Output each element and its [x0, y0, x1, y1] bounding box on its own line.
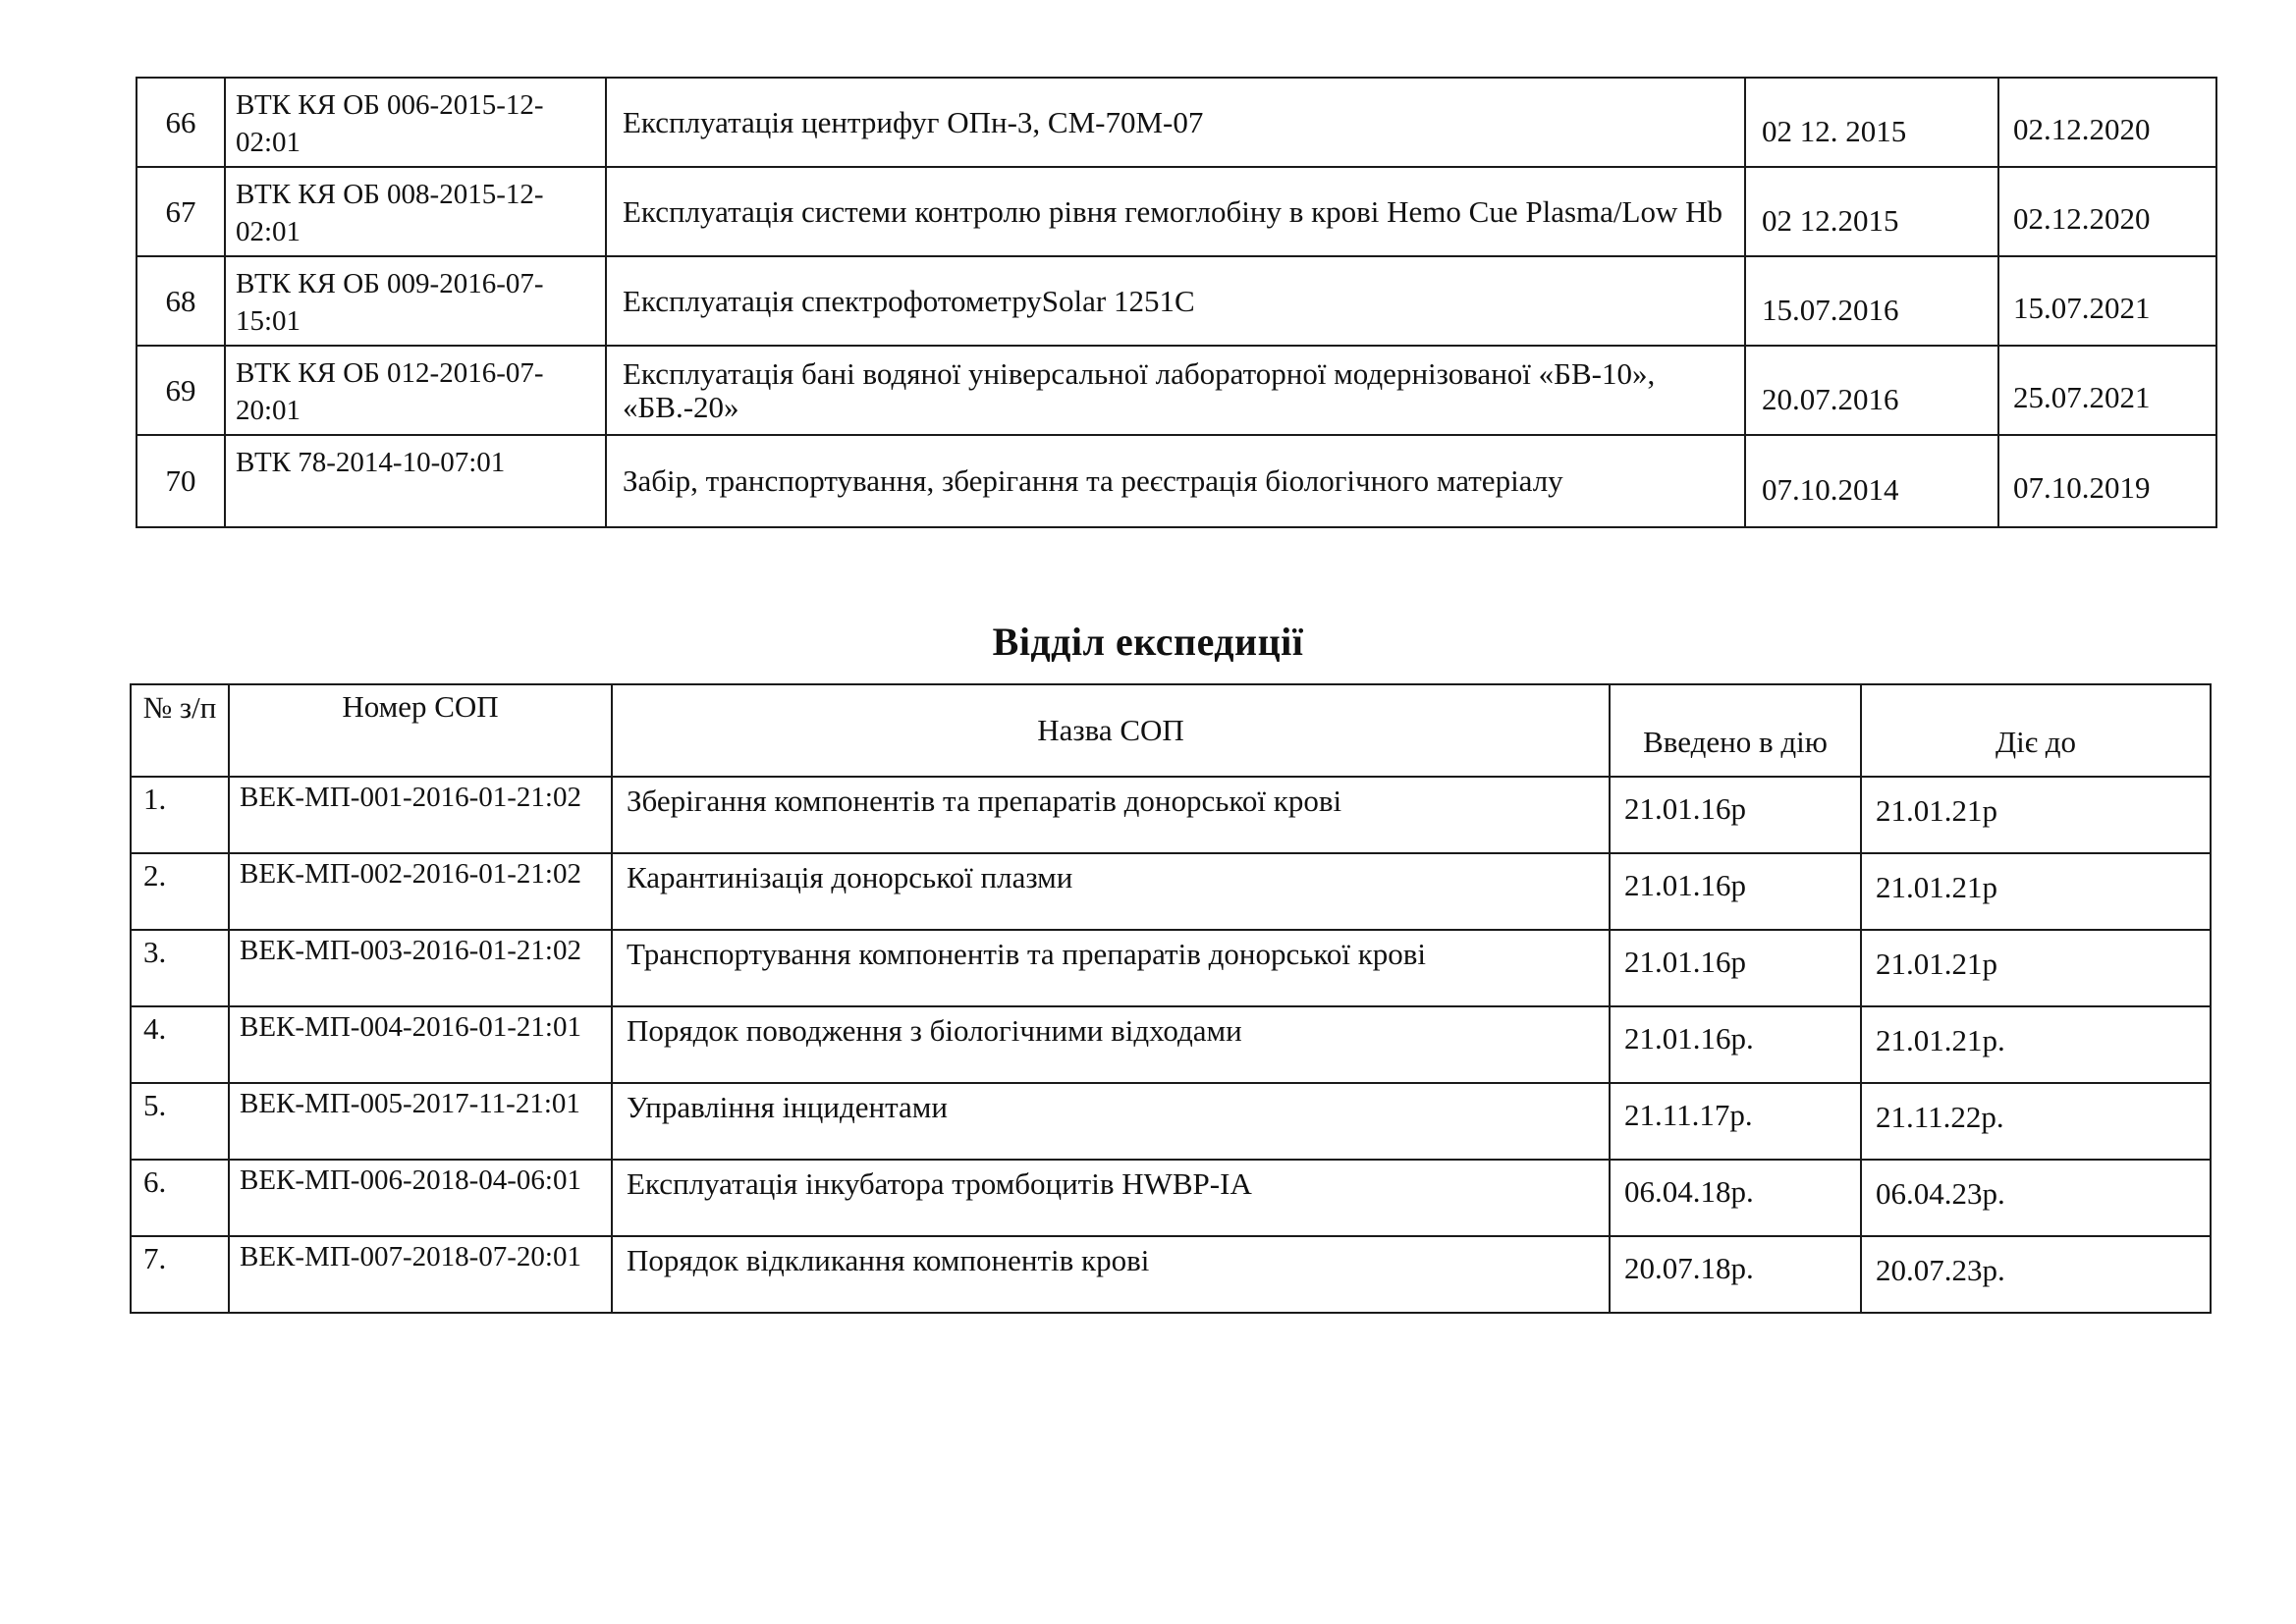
valid-until-date: 06.04.23р.: [1861, 1160, 2211, 1236]
sop-code: ВЕК-МП-002-2016-01-21:02: [229, 853, 612, 930]
table-header-row: [131, 684, 2211, 777]
row-number: 6.: [131, 1160, 229, 1236]
sop-title: Транспортування компонентів та препаратів донорської крові: [612, 930, 1610, 1006]
table-row: [131, 853, 2211, 930]
valid-until-date: 21.01.21р: [1861, 777, 2211, 853]
section-heading: Відділ експедиції: [992, 620, 1304, 664]
sop-code: ВЕК-МП-007-2018-07-20:01: [229, 1236, 612, 1313]
sop-code: ВТК КЯ ОБ 008-2015-12-02:01: [225, 167, 606, 256]
valid-until-date: 20.07.23р.: [1861, 1236, 2211, 1313]
valid-until-date: 21.01.21р: [1861, 930, 2211, 1006]
sop-title: Управління інцидентами: [612, 1083, 1610, 1160]
table-row: [131, 1236, 2211, 1313]
effective-date: 21.01.16р: [1610, 930, 1861, 1006]
sop-title: Карантинізація донорської плазми: [612, 853, 1610, 930]
sop-title: Експлуатація центрифуг ОПн-3, СМ-70М-07: [606, 78, 1745, 167]
sop-title: Порядок відкликання компонентів крові: [612, 1236, 1610, 1313]
valid-until-date: 07.10.2019: [1998, 435, 2216, 527]
row-number: 7.: [131, 1236, 229, 1313]
valid-until-date: 15.07.2021: [1998, 256, 2216, 346]
valid-until-date: 02.12.2020: [1998, 78, 2216, 167]
sop-table-continued: [136, 77, 2217, 528]
effective-date: 02 12. 2015: [1745, 78, 1998, 167]
row-number: 67: [137, 167, 225, 256]
sop-code: ВТК КЯ ОБ 012-2016-07-20:01: [225, 346, 606, 435]
table-row: [137, 167, 2216, 256]
table-row: [137, 435, 2216, 527]
sop-code: ВТК КЯ ОБ 009-2016-07-15:01: [225, 256, 606, 346]
row-number: 69: [137, 346, 225, 435]
row-number: 3.: [131, 930, 229, 1006]
effective-date: 21.01.16р: [1610, 777, 1861, 853]
table-row: [131, 1006, 2211, 1083]
table-row: [131, 1083, 2211, 1160]
sop-title: Зберігання компонентів та препаратів донорської крові: [612, 777, 1610, 853]
sop-code: ВЕК-МП-006-2018-04-06:01: [229, 1160, 612, 1236]
valid-until-date: 25.07.2021: [1998, 346, 2216, 435]
row-number: 5.: [131, 1083, 229, 1160]
sop-code: ВТК 78-2014-10-07:01: [225, 435, 606, 527]
row-number: 68: [137, 256, 225, 346]
effective-date: 15.07.2016: [1745, 256, 1998, 346]
sop-table-expedition: [130, 683, 2212, 1314]
table-row: [137, 256, 2216, 346]
table-row: [131, 1160, 2211, 1236]
row-number: 66: [137, 78, 225, 167]
effective-date: 02 12.2015: [1745, 167, 1998, 256]
effective-date: 07.10.2014: [1745, 435, 1998, 527]
valid-until-date: 21.11.22р.: [1861, 1083, 2211, 1160]
valid-until-date: 21.01.21р: [1861, 853, 2211, 930]
table-row: [131, 777, 2211, 853]
row-number: 70: [137, 435, 225, 527]
sop-code: ВЕК-МП-001-2016-01-21:02: [229, 777, 612, 853]
effective-date: 20.07.18р.: [1610, 1236, 1861, 1313]
valid-until-date: 02.12.2020: [1998, 167, 2216, 256]
header-sop-title: Назва СОП: [612, 684, 1610, 777]
header-sop-code: Номер СОП: [229, 684, 612, 777]
table-row: [137, 78, 2216, 167]
sop-title: Забір, транспортування, зберігання та реєстрація біологічного матеріалу: [606, 435, 1745, 527]
sop-code: ВЕК-МП-004-2016-01-21:01: [229, 1006, 612, 1083]
table-row: [131, 930, 2211, 1006]
effective-date: 20.07.2016: [1745, 346, 1998, 435]
sop-title: Експлуатація системи контролю рівня гемоглобіну в крові Hemo Cue Plasma/Low Hb: [606, 167, 1745, 256]
effective-date: 21.01.16р.: [1610, 1006, 1861, 1083]
row-number: 2.: [131, 853, 229, 930]
sop-title: Експлуатація інкубатора тромбоцитів HWBP-IA: [612, 1160, 1610, 1236]
sop-title: Експлуатація спектрофотометруSolar 1251C: [606, 256, 1745, 346]
effective-date: 21.11.17р.: [1610, 1083, 1861, 1160]
valid-until-date: 21.01.21р.: [1861, 1006, 2211, 1083]
sop-title: Експлуатація бані водяної універсальної лабораторної модернізованої «БВ-10», «БВ.-20»: [606, 346, 1745, 435]
header-effective-date: Введено в дію: [1610, 684, 1861, 777]
row-number: 1.: [131, 777, 229, 853]
header-number: № з/п: [131, 684, 229, 777]
sop-code: ВЕК-МП-005-2017-11-21:01: [229, 1083, 612, 1160]
row-number: 4.: [131, 1006, 229, 1083]
sop-title: Порядок поводження з біологічними відходами: [612, 1006, 1610, 1083]
header-valid-until: Діє до: [1861, 684, 2211, 777]
sop-code: ВТК КЯ ОБ 006-2015-12-02:01: [225, 78, 606, 167]
table-row: [137, 346, 2216, 435]
sop-code: ВЕК-МП-003-2016-01-21:02: [229, 930, 612, 1006]
effective-date: 06.04.18р.: [1610, 1160, 1861, 1236]
effective-date: 21.01.16р: [1610, 853, 1861, 930]
